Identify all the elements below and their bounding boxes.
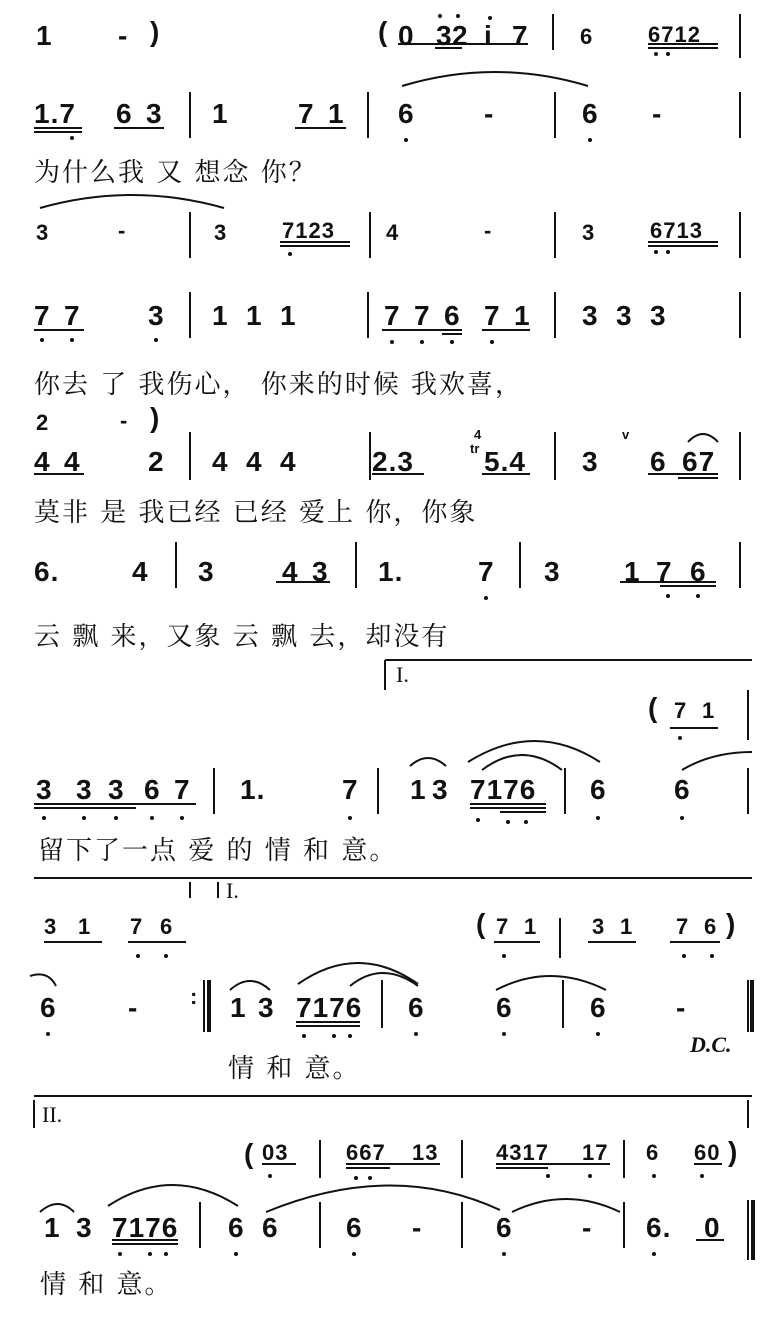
note: 3 <box>44 914 58 939</box>
note: 3 <box>436 20 453 51</box>
note: 6713 <box>650 218 703 243</box>
lyric-line: 云 飘 来，又象 云 飘 去，却没有 <box>34 622 450 652</box>
lyric-line: 莫非 是 我已经 已经 爱上 你，你象 <box>34 498 478 528</box>
lyric-line: 情 和 意。 <box>228 1054 361 1084</box>
note: 1. <box>240 774 266 805</box>
note: 6 <box>496 1212 513 1243</box>
note: 03 <box>262 1140 289 1165</box>
note: 2 <box>148 446 165 477</box>
paren: ( <box>476 908 487 939</box>
note: 2.3 <box>372 446 414 477</box>
paren: ) <box>726 908 737 939</box>
note: 7 <box>64 300 81 331</box>
note: 6 <box>496 992 513 1023</box>
note: 4 <box>34 446 51 477</box>
repeat-dots: : <box>190 984 198 1009</box>
volta-label: II. <box>42 1102 63 1127</box>
grace-note: 4 <box>474 427 482 442</box>
note: 1 <box>624 556 641 587</box>
dash: - <box>652 98 663 129</box>
dash: - <box>484 218 493 243</box>
note: 6 <box>590 992 607 1023</box>
note: 667 <box>346 1140 386 1165</box>
note: 6 <box>650 446 667 477</box>
dash: - <box>412 1212 423 1243</box>
note: 3 <box>432 774 449 805</box>
da-capo-mark: D.C. <box>690 1032 732 1057</box>
paren: ) <box>728 1136 739 1167</box>
note: 3 <box>258 992 275 1023</box>
dash: - <box>120 408 129 433</box>
lyric-line: 情 和 意。 <box>40 1270 173 1300</box>
note: 6 <box>580 24 594 49</box>
note: 1 <box>702 698 716 723</box>
note: 7176 <box>296 992 363 1023</box>
paren: ( <box>378 16 389 47</box>
note: 3 <box>582 446 599 477</box>
note: 1.7 <box>34 98 76 129</box>
note: 6 <box>582 98 599 129</box>
note: i <box>484 20 493 51</box>
note: 6 <box>444 300 461 331</box>
note: 60 <box>694 1140 721 1165</box>
note: 7 <box>674 698 688 723</box>
note: 7 <box>512 20 529 51</box>
note: 4 <box>132 556 149 587</box>
lyric-line: 为什么我 又 想念 你？ <box>34 158 317 188</box>
note: 6 <box>398 98 415 129</box>
note: 6712 <box>648 22 701 47</box>
note: 1 <box>212 300 229 331</box>
note: 3 <box>544 556 561 587</box>
note: 3 <box>148 300 165 331</box>
note: 3 <box>36 774 53 805</box>
note: 5.4 <box>484 446 526 477</box>
note: 7176 <box>112 1212 179 1243</box>
note: 7123 <box>282 218 335 243</box>
note: 1 <box>230 992 247 1023</box>
dash: - <box>118 20 129 51</box>
note: 4 <box>282 556 299 587</box>
note: 6. <box>34 556 60 587</box>
note: 1 <box>212 98 229 129</box>
lyric-line: 留下了一点 爱 的 情 和 意。 <box>38 836 398 866</box>
note: 6 <box>228 1212 245 1243</box>
note: 6 <box>40 992 57 1023</box>
note: 3 <box>198 556 215 587</box>
note: 3 <box>146 98 163 129</box>
dash: - <box>676 992 687 1023</box>
paren: ) <box>150 16 161 47</box>
note: 4 <box>64 446 81 477</box>
note: 3 <box>650 300 667 331</box>
note: 2 <box>36 410 50 435</box>
note: 0 <box>398 20 415 51</box>
dash: - <box>118 218 127 243</box>
note: 1 <box>44 1212 61 1243</box>
dash: - <box>484 98 495 129</box>
volta-label: I. <box>226 878 239 903</box>
note: 67 <box>682 446 716 477</box>
dash: - <box>128 992 139 1023</box>
note: 6 <box>590 774 607 805</box>
note: 3 <box>36 220 50 245</box>
note: 7 <box>478 556 495 587</box>
note: 4317 <box>496 1140 549 1165</box>
note: 7 <box>174 774 191 805</box>
note: 1 <box>620 914 634 939</box>
note: 3 <box>108 774 125 805</box>
note: 7 <box>496 914 510 939</box>
note: 6 <box>144 774 161 805</box>
note: 1 <box>246 300 263 331</box>
note: 7 <box>414 300 431 331</box>
note: 6 <box>262 1212 279 1243</box>
paren: ( <box>244 1138 255 1169</box>
note: 4 <box>212 446 229 477</box>
note: 2 <box>452 20 469 51</box>
note: 7 <box>342 774 359 805</box>
lyric-line: 你去 了 我伤心， 你来的时候 我欢喜， <box>34 370 524 400</box>
note: 3 <box>582 300 599 331</box>
volta-label: I. <box>396 662 409 687</box>
note: 7 <box>384 300 401 331</box>
note: 6 <box>690 556 707 587</box>
note: 4 <box>246 446 263 477</box>
note: 3 <box>592 914 606 939</box>
paren: ) <box>150 402 161 433</box>
note: 3 <box>312 556 329 587</box>
note: 3 <box>616 300 633 331</box>
note: 6 <box>704 914 718 939</box>
note: 6 <box>674 774 691 805</box>
note: 4 <box>386 220 400 245</box>
trill-mark: tr <box>470 441 480 456</box>
note: 1 <box>328 98 345 129</box>
note: 3 <box>214 220 228 245</box>
note: 1 <box>524 914 538 939</box>
note: 6 <box>116 98 133 129</box>
note: 6 <box>346 1212 363 1243</box>
note: 1 <box>514 300 531 331</box>
note: 17 <box>582 1140 609 1165</box>
note: 7 <box>656 556 673 587</box>
note: 1. <box>378 556 404 587</box>
note: 1 <box>78 914 92 939</box>
note: 3 <box>582 220 596 245</box>
note: 1 <box>36 20 53 51</box>
note: 0 <box>704 1212 721 1243</box>
note: 3 <box>76 774 93 805</box>
note: 6 <box>646 1140 660 1165</box>
note: 13 <box>412 1140 439 1165</box>
note: 7 <box>130 914 144 939</box>
note: 7 <box>34 300 51 331</box>
note: 4 <box>280 446 297 477</box>
note: 7 <box>484 300 501 331</box>
note: 6. <box>646 1212 672 1243</box>
note: 7176 <box>470 774 537 805</box>
note: 6 <box>160 914 174 939</box>
note: 7 <box>298 98 315 129</box>
dash: - <box>582 1212 593 1243</box>
note: 1 <box>280 300 297 331</box>
note: 7 <box>676 914 690 939</box>
paren: ( <box>648 692 659 723</box>
note: 1 <box>410 774 427 805</box>
note: 3 <box>76 1212 93 1243</box>
note: 6 <box>408 992 425 1023</box>
breath-mark: v <box>622 427 630 442</box>
